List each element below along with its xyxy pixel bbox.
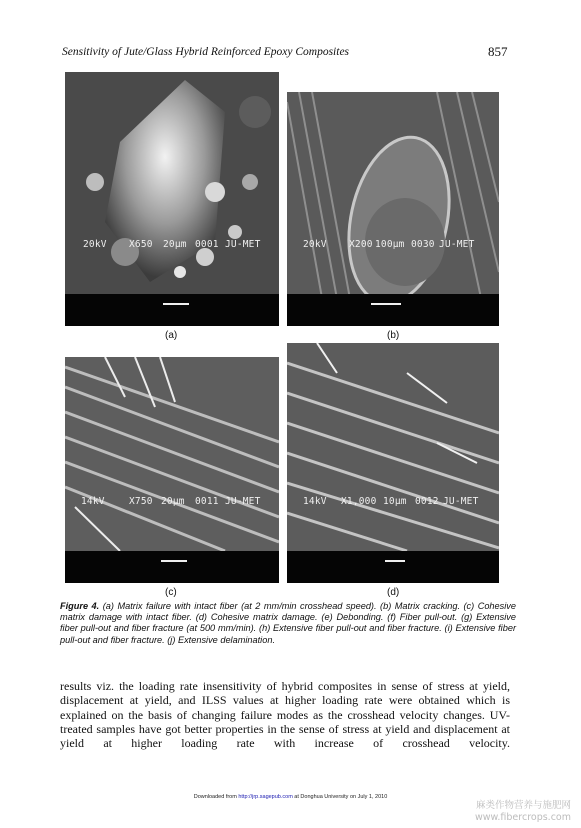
scale-length: 100µm xyxy=(375,239,405,250)
body-paragraph: results viz. the loading rate insensitivity of hybrid composites in sense of stress at yield, displacement at yield, and ILSS values at higher loading rate were obtained which is explained on the basis of changing failure modes as the crosshead velocity changes. UV-treated samples have got better properties in the sense of stress at yield and displacement at yield at higher loading rate with increase of crosshead velocity. xyxy=(60,679,510,751)
voltage: 20kV xyxy=(83,239,107,250)
sem-micrograph-b xyxy=(287,92,499,326)
caption-text: (a) Matrix failure with intact fiber (at 2 mm/min crosshead speed). (b) Matrix cracking. (c) Cohesive matrix damage with intact fiber. (d) Cohesive matrix damage. (e) Debonding. (f) Fiber pull-out. (g) Extensive fiber pull-out and fiber fracture (at 500 mm/min). (h) Extensive fiber pull-out and fiber fracture. (i) Extensive fiber pull-out and fiber fracture. (j) Extensive delamination. xyxy=(60,601,516,645)
page-number: 857 xyxy=(488,44,508,59)
footer-suffix: at Donghua University on July 1, 2010 xyxy=(292,794,388,800)
lab-code: JU-MET xyxy=(225,496,261,507)
lab-code: JU-MET xyxy=(225,239,261,250)
micrograph-number: 0012 xyxy=(415,496,439,507)
micrograph-info xyxy=(287,239,499,316)
magnification: X750 xyxy=(129,496,153,507)
figure-label: Figure 4. xyxy=(60,601,100,611)
micrograph-number: 0011 xyxy=(195,496,219,507)
scale-length: 20µm xyxy=(163,239,187,250)
sem-micrograph-d xyxy=(287,343,499,583)
micrograph-info xyxy=(65,496,279,573)
panel-label-b: (b) xyxy=(387,330,400,341)
micrograph-info xyxy=(65,239,279,316)
micrograph-info xyxy=(287,496,499,573)
figure-caption xyxy=(60,601,516,646)
sem-micrograph-a xyxy=(65,72,279,326)
lab-code: JU-MET xyxy=(443,496,479,507)
panel-label-a: (a) xyxy=(165,330,178,341)
magnification: X650 xyxy=(129,239,153,250)
running-title: Sensitivity of Jute/Glass Hybrid Reinforced Epoxy Composites xyxy=(62,46,350,58)
voltage: 14kV xyxy=(303,496,327,507)
magnification: X1,000 xyxy=(341,496,377,507)
sem-micrograph-c xyxy=(65,357,279,583)
voltage: 20kV xyxy=(303,239,327,250)
panel-label-d: (d) xyxy=(387,587,400,598)
watermark-line-2: www.fibercrops.com xyxy=(474,812,571,823)
scale-length: 10µm xyxy=(383,496,407,507)
micrograph-number: 0030 xyxy=(411,239,435,250)
scale-length: 20µm xyxy=(161,496,185,507)
watermark xyxy=(411,800,571,824)
lab-code: JU-MET xyxy=(439,239,475,250)
panel-label-c: (c) xyxy=(165,587,177,598)
footer-link[interactable]: http://jrp.sagepub.com xyxy=(238,794,293,800)
watermark-line-1: 麻类作物营养与施肥网 xyxy=(475,800,571,811)
voltage: 14kV xyxy=(81,496,105,507)
magnification: X200 xyxy=(349,239,373,250)
micrograph-number: 0001 xyxy=(195,239,219,250)
footer-prefix: Downloaded from xyxy=(193,794,239,800)
